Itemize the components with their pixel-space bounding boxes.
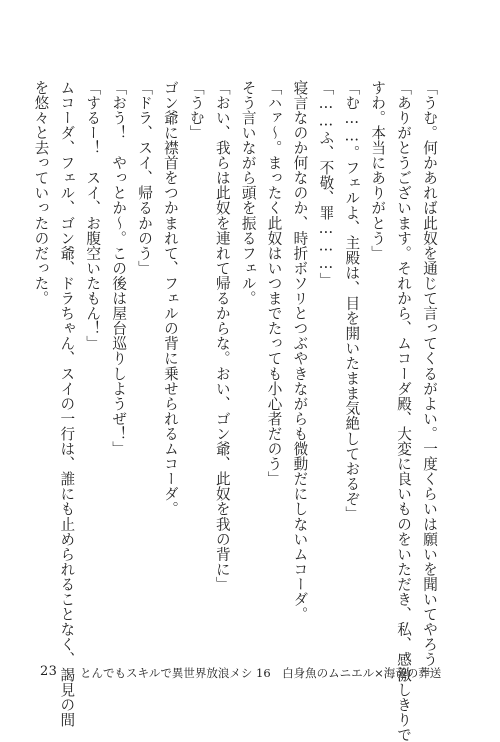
text-line: を悠々と去っていったのだった。 <box>32 80 50 306</box>
page-number: 23 <box>40 664 58 679</box>
text-line: 「おい、我らは此奴を連れて帰るからな。おい、ゴン爺、此奴を我の背に」 <box>213 80 231 592</box>
text-line: 寝言なのか何なのか、時折ボソリとつぶやきながらも微動だにしないムコーダ。 <box>291 80 309 622</box>
text-line: ゴン爺に襟首をつかまれて、フェルの背に乗せられるムコーダ。 <box>161 80 179 517</box>
text-line: 「ありがとうございます。それから、ムコーダ殿、大変に良いものをいただき、私、感激しきりで <box>395 80 413 742</box>
running-title: とんでもスキルで異世界放浪メシ 16 白身魚のムニエル×海竜の葬送 <box>80 666 442 680</box>
text-line: ムコーダ、フェル、ゴン爺、ドラちゃん、スイの一行は、誰にも止められることなく、謁見の間 <box>58 80 76 728</box>
text-line: 「……ふ、不敬、罪………」 <box>317 80 335 288</box>
page-footer <box>40 664 470 686</box>
text-line: そう言いながら頭を振るフェル。 <box>239 80 257 306</box>
text-line: 「ドラ、スイ、帰るかのう」 <box>136 80 154 276</box>
text-line: 「うむ」 <box>187 80 205 141</box>
text-line: 「するー！ スイ、お腹空いたもん！」 <box>84 80 102 351</box>
text-line: 「おう！ やっとか～。この後は屋台巡りしようぜ！」 <box>110 80 128 457</box>
text-line: 「ハァ～。まったく此奴はいつまでたっても小心者だのう」 <box>265 80 283 487</box>
text-line: 「む……。フェルよ、主殿は、目を開いたまま気絶しておるぞ」 <box>343 80 361 522</box>
text-line: 「うむ。何かあれば此奴を通じて言ってくるがよい。一度くらいは願いを聞いてやろう」 <box>421 80 438 682</box>
text-line: すわ。本当にありがとう」 <box>369 80 387 261</box>
